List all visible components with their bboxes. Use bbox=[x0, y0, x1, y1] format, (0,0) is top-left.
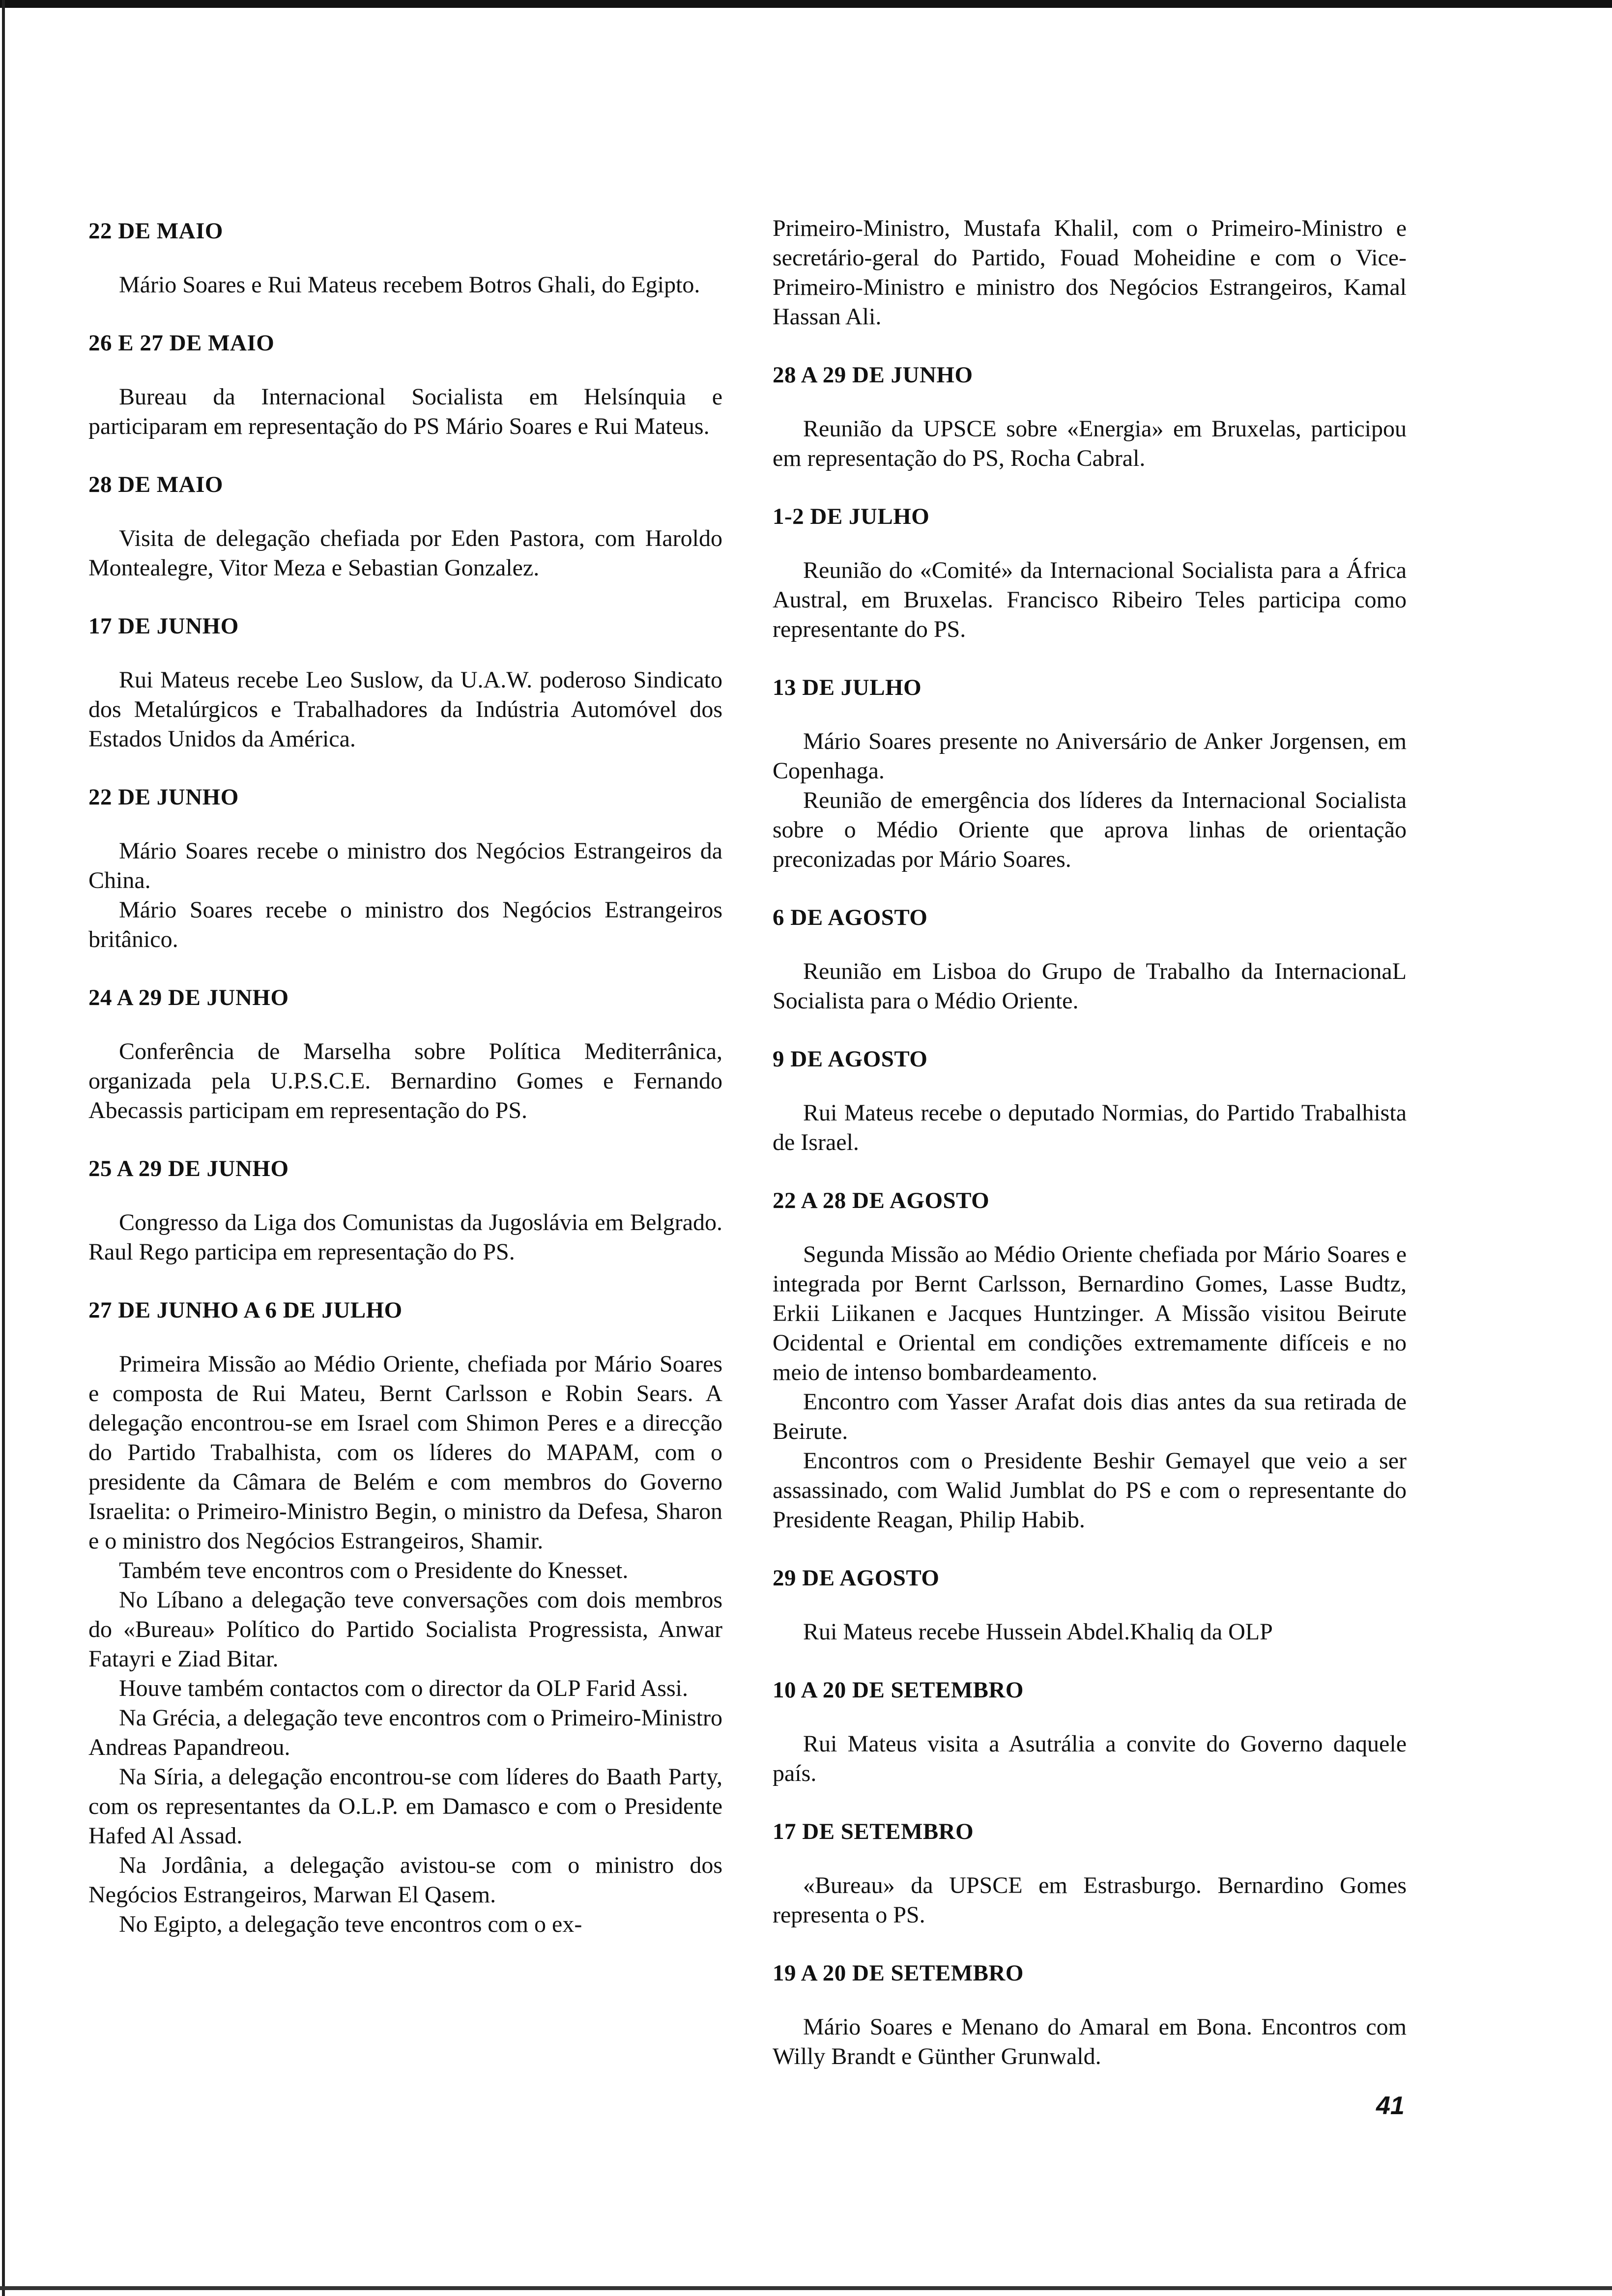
entry-date-heading: 29 DE AGOSTO bbox=[773, 1565, 940, 1591]
chronology-entry bbox=[773, 903, 1407, 1016]
entry-paragraph: Rui Mateus visita a Asutrália a convite do Governo daquele país. bbox=[773, 1731, 1407, 1786]
chronology-entry bbox=[88, 782, 722, 954]
entry-paragraph: Reunião do «Comité» da Internacional Socialista para a África Austral, em Bruxelas. Francisco Ribeiro Teles participa como representante do PS. bbox=[773, 557, 1407, 642]
entry-date-heading: 9 DE AGOSTO bbox=[773, 1046, 928, 1072]
chronology-entry bbox=[773, 1958, 1407, 2071]
entry-date-heading: 22 DE JUNHO bbox=[88, 784, 239, 810]
entry-paragraph: Rui Mateus recebe Leo Suslow, da U.A.W. poderoso Sindicato dos Metalúrgicos e Trabalhadores da Indústria Automóvel dos Estados Unidos da América. bbox=[88, 667, 722, 752]
entry-date-heading: 24 A 29 DE JUNHO bbox=[88, 985, 289, 1010]
top-border-rule bbox=[0, 0, 1612, 8]
entry-paragraph: Primeira Missão ao Médio Oriente, chefiada por Mário Soares e composta de Rui Mateu, Bernt Carlsson e Robin Sears. A delegação encontrou-se em Israel com Shimon Peres e a direcção do Partido Trabalhista, com os líderes do MAPAM, com o presidente da Câmara de Belém e com membros do Governo Israelita: o Primeiro-Ministro Begin, o ministro da Defesa, Sharon e o ministro dos Negócios Estrangeiros, Shamir. bbox=[88, 1351, 722, 1554]
page-number: 41 bbox=[1376, 2092, 1405, 2120]
chronology-entry bbox=[88, 983, 722, 1125]
chronology-entry bbox=[88, 216, 722, 300]
entry-paragraph: Reunião de emergência dos líderes da Internacional Socialista sobre o Médio Oriente que aprova linhas de orientação preconizadas por Mário Soares. bbox=[773, 787, 1407, 872]
chronology-entry bbox=[773, 1675, 1407, 1788]
entry-paragraph: Mário Soares presente no Aniversário de Anker Jorgensen, em Copenhaga. bbox=[773, 728, 1407, 784]
entry-paragraph: «Bureau» da UPSCE em Estrasburgo. Bernardino Gomes representa o PS. bbox=[773, 1872, 1407, 1928]
entry-paragraph: Também teve encontros com o Presidente do Knesset. bbox=[119, 1557, 629, 1583]
chronology-entry bbox=[88, 328, 722, 441]
entry-paragraph: Mário Soares recebe o ministro dos Negócios Estrangeiros da China. bbox=[88, 838, 722, 893]
chronology-entry bbox=[88, 611, 722, 754]
entry-paragraph: Mário Soares recebe o ministro dos Negócios Estrangeiros britânico. bbox=[88, 897, 722, 952]
entry-paragraph: Segunda Missão ao Médio Oriente chefiada por Mário Soares e integrada por Bernt Carlsson, Bernardino Gomes, Lasse Budtz, Erkii Liikanen e Jacques Huntzinger. A Missão visitou Beirute Ocidental e Oriental em condições extremamente difíceis e no meio de intenso bombardeamento. bbox=[773, 1241, 1407, 1385]
entry-date-heading: 28 A 29 DE JUNHO bbox=[773, 362, 973, 388]
entry-date-heading: 13 DE JULHO bbox=[773, 675, 922, 700]
chronology-entry bbox=[773, 502, 1407, 644]
entry-paragraph: Mário Soares e Menano do Amaral em Bona. Encontros com Willy Brandt e Günther Grunwald. bbox=[773, 2014, 1407, 2069]
entry-paragraph: Rui Mateus recebe Hussein Abdel.Khaliq da OLP bbox=[803, 1619, 1273, 1645]
chronology-entry bbox=[88, 1295, 722, 1939]
entry-date-heading: 22 A 28 DE AGOSTO bbox=[773, 1188, 990, 1213]
entry-date-heading: 19 A 20 DE SETEMBRO bbox=[773, 1960, 1024, 1986]
entry-paragraph: Visita de delegação chefiada por Eden Pastora, com Haroldo Montealegre, Vitor Meza e Sebastian Gonzalez. bbox=[88, 525, 722, 581]
entry-paragraph: Encontro com Yasser Arafat dois dias antes da sua retirada de Beirute. bbox=[773, 1389, 1407, 1444]
continuation-paragraph: Primeiro-Ministro, Mustafa Khalil, com o Primeiro-Ministro e secretário-geral do Partido, Fouad Moheidine e com o Vice-Primeiro-Ministro e ministro dos Negócios Estrangeiros, Kamal Hassan Ali. bbox=[773, 215, 1407, 330]
chronology-entry bbox=[773, 360, 1407, 473]
chronology-entry bbox=[773, 1817, 1407, 1930]
entry-paragraph: Rui Mateus recebe o deputado Normias, do Partido Trabalhista de Israel. bbox=[773, 1100, 1407, 1155]
bottom-border-rule bbox=[0, 2286, 1612, 2290]
left-column bbox=[88, 216, 722, 1968]
entry-date-heading: 10 A 20 DE SETEMBRO bbox=[773, 1677, 1024, 1703]
entry-paragraph: Houve também contactos com o director da OLP Farid Assi. bbox=[119, 1675, 688, 1701]
entry-paragraph: Encontros com o Presidente Beshir Gemayel que veio a ser assassinado, com Walid Jumblat do PS e com o representante do Presidente Reagan, Philip Habib. bbox=[773, 1448, 1407, 1533]
entry-paragraph: Bureau da Internacional Socialista em Helsínquia e participaram em representação do PS Mário Soares e Rui Mateus. bbox=[88, 384, 722, 439]
chronology-entry bbox=[88, 1154, 722, 1267]
entry-paragraph: Na Síria, a delegação encontrou-se com líderes do Baath Party, com os representantes da O.L.P. em Damasco e com o Presidente Hafed Al Assad. bbox=[88, 1764, 722, 1849]
chronology-entry bbox=[773, 673, 1407, 874]
entry-paragraph: Congresso da Liga dos Comunistas da Jugoslávia em Belgrado. Raul Rego participa em representação do PS. bbox=[88, 1209, 722, 1265]
entry-paragraph: Na Grécia, a delegação teve encontros com o Primeiro-Ministro Andreas Papandreou. bbox=[88, 1705, 722, 1760]
entry-date-heading: 22 DE MAIO bbox=[88, 218, 223, 244]
entry-date-heading: 25 A 29 DE JUNHO bbox=[88, 1156, 289, 1181]
entry-date-heading: 17 DE JUNHO bbox=[88, 613, 239, 639]
entry-paragraph: No Líbano a delegação teve conversações com dois membros do «Bureau» Político do Partido Socialista Progressista, Anwar Fatayri e Ziad Bitar. bbox=[88, 1587, 722, 1672]
chronology-entry bbox=[88, 470, 722, 583]
entry-paragraph: Reunião em Lisboa do Grupo de Trabalho da InternacionaL Socialista para o Médio Oriente. bbox=[773, 958, 1407, 1014]
entry-paragraph: No Egipto, a delegação teve encontros com o ex- bbox=[119, 1911, 582, 1937]
entry-paragraph: Conferência de Marselha sobre Política Mediterrânica, organizada pela U.P.S.C.E. Bernardino Gomes e Fernando Abecassis participam em representação do PS. bbox=[88, 1038, 722, 1123]
entry-paragraph: Na Jordânia, a delegação avistou-se com o ministro dos Negócios Estrangeiros, Marwan El Qasem. bbox=[88, 1852, 722, 1908]
entry-paragraph: Reunião da UPSCE sobre «Energia» em Bruxelas, participou em representação do PS, Rocha Cabral. bbox=[773, 416, 1407, 471]
entry-date-heading: 27 DE JUNHO A 6 DE JULHO bbox=[88, 1297, 403, 1323]
entry-date-heading: 1-2 DE JULHO bbox=[773, 504, 930, 529]
chronology-entry bbox=[773, 1563, 1407, 1647]
right-column bbox=[773, 214, 1407, 2100]
entry-date-heading: 26 E 27 DE MAIO bbox=[88, 330, 275, 356]
left-border-rule bbox=[2, 0, 5, 2296]
entry-date-heading: 28 DE MAIO bbox=[88, 472, 223, 497]
entry-date-heading: 6 DE AGOSTO bbox=[773, 905, 928, 930]
chronology-entry bbox=[773, 1044, 1407, 1157]
entry-date-heading: 17 DE SETEMBRO bbox=[773, 1819, 974, 1844]
entry-paragraph: Mário Soares e Rui Mateus recebem Botros Ghali, do Egipto. bbox=[119, 272, 700, 298]
chronology-entry bbox=[773, 1186, 1407, 1535]
